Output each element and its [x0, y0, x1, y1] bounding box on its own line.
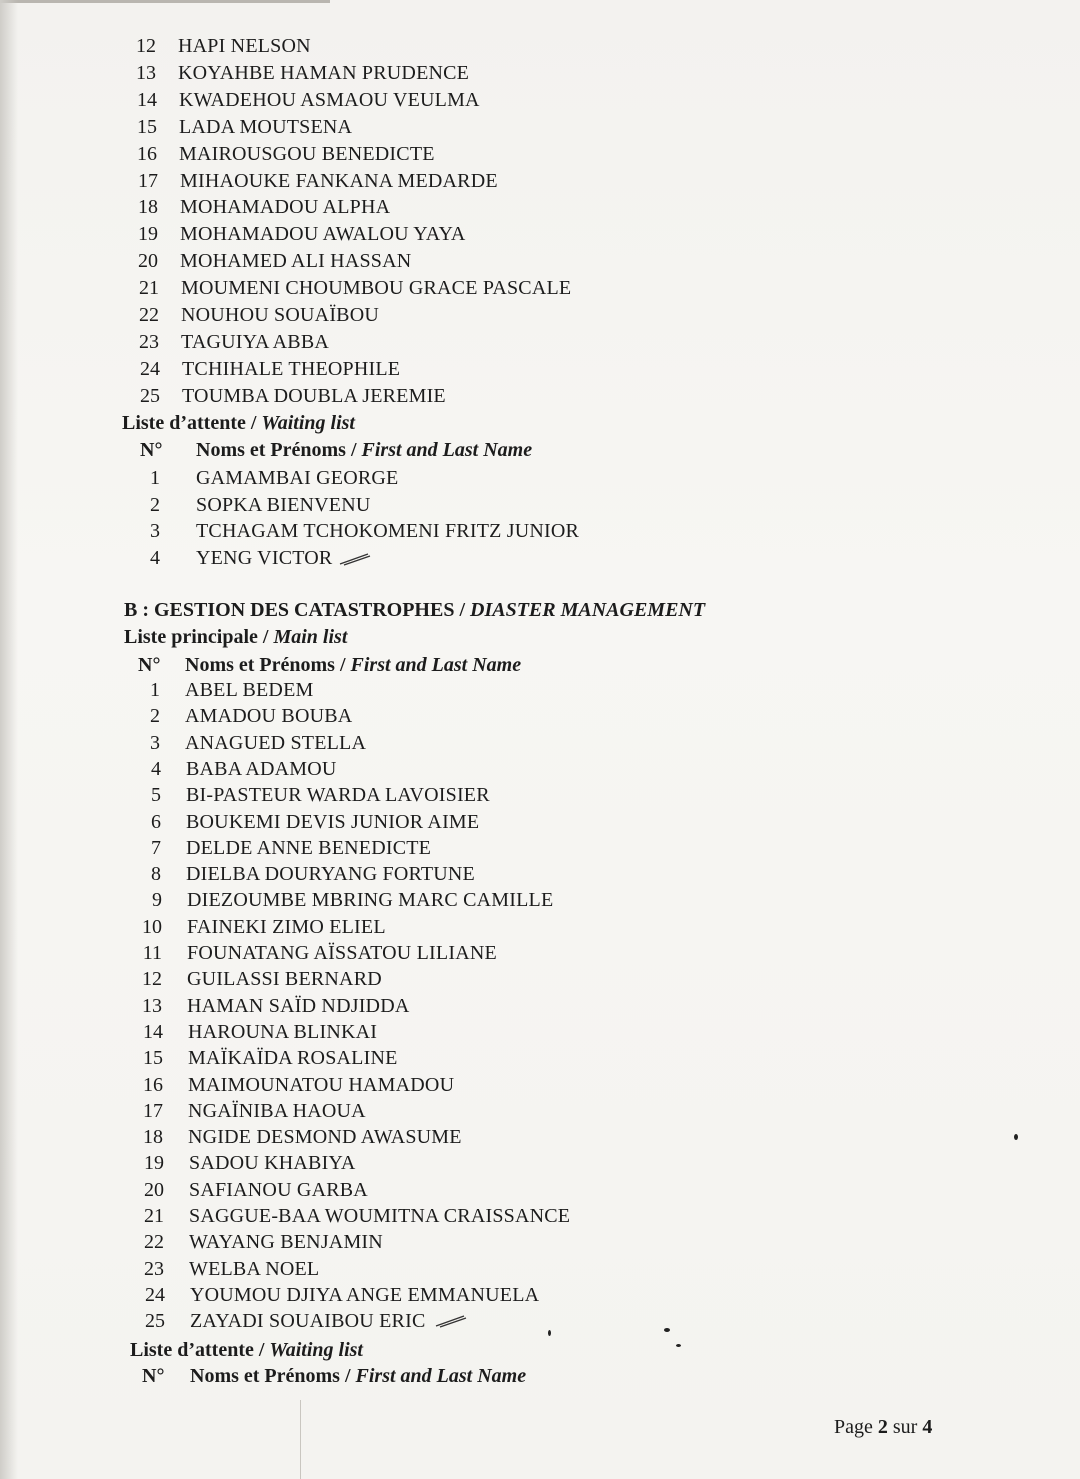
row-number: 25	[140, 384, 160, 407]
row-full-name: MAIMOUNATOU HAMADOU	[188, 1073, 455, 1096]
column-header-number: N°	[140, 439, 163, 461]
column-header-name: Noms et Prénoms / First and Last Name	[190, 1365, 527, 1387]
row-full-name: MAIROUSGOU BENEDICTE	[179, 142, 435, 165]
row-number: 3	[150, 731, 160, 754]
list-row	[137, 1045, 398, 1071]
list-row	[138, 1177, 368, 1203]
row-number: 19	[144, 1152, 164, 1175]
row-number: 10	[142, 915, 162, 938]
row-number: 17	[138, 169, 158, 192]
row-full-name: YOUMOU DJIYA ANGE EMMANUELA	[190, 1283, 540, 1306]
list-row	[140, 465, 398, 491]
row-full-name: GUILASSI BERNARD	[187, 968, 382, 991]
row-number: 12	[142, 968, 162, 991]
list-row	[134, 383, 446, 409]
row-number: 3	[150, 520, 160, 543]
row-full-name: BI-PASTEUR WARDA LAVOISIER	[186, 784, 490, 807]
list-row	[133, 302, 379, 328]
list-row	[133, 329, 329, 355]
list-row	[136, 940, 497, 966]
row-full-name: DIEZOUMBE MBRING MARC CAMILLE	[187, 889, 554, 912]
row-full-name: KOYAHBE HAMAN PRUDENCE	[178, 61, 470, 84]
section-a-waiting-column-headers	[140, 437, 532, 463]
row-full-name: NOUHOU SOUAÏBOU	[181, 304, 379, 326]
list-row	[133, 275, 571, 301]
row-full-name: DELDE ANNE BENEDICTE	[186, 836, 432, 859]
row-number: 9	[152, 889, 162, 912]
list-row	[131, 141, 435, 167]
row-number: 14	[143, 1020, 163, 1043]
row-number: 14	[137, 88, 157, 111]
row-number: 16	[143, 1073, 163, 1096]
row-number: 24	[145, 1283, 165, 1306]
row-number: 1	[150, 679, 160, 701]
row-full-name: MIHAOUKE FANKANA MEDARDE	[180, 169, 498, 192]
row-number: 18	[143, 1126, 163, 1149]
list-row	[131, 87, 480, 113]
row-number: 11	[142, 942, 162, 964]
list-row	[132, 221, 466, 247]
list-row	[137, 1072, 454, 1098]
list-row	[136, 966, 382, 992]
row-number: 5	[151, 784, 161, 807]
row-full-name: AMADOU BOUBA	[185, 705, 353, 728]
row-number: 8	[151, 863, 161, 886]
section-b-title: B : GESTION DES CATASTROPHES / DIASTER MANAGEMENT	[124, 599, 706, 621]
row-number: 4	[151, 757, 161, 780]
row-full-name: TCHIHALE THEOPHILE	[182, 357, 401, 380]
section-b-waiting-column-headers	[142, 1363, 526, 1389]
row-full-name: TAGUIYA ABBA	[181, 330, 330, 353]
list-row	[135, 835, 431, 861]
scan-speck	[676, 1344, 681, 1347]
list-row	[140, 518, 579, 544]
row-number: 17	[143, 1099, 163, 1122]
row-number: 22	[139, 304, 159, 326]
row-full-name: LADA MOUTSENA	[179, 115, 353, 138]
row-full-name: MOHAMADOU ALPHA	[180, 196, 391, 219]
row-full-name: MOHAMED ALI HASSAN	[180, 250, 412, 273]
list-row	[138, 1256, 319, 1282]
row-full-name: SADOU KHABIYA	[189, 1152, 356, 1175]
list-row	[138, 1150, 356, 1176]
row-full-name: NGIDE DESMOND AWASUME	[188, 1126, 462, 1149]
row-number: 21	[144, 1205, 164, 1227]
row-number: 2	[150, 493, 160, 516]
list-row	[131, 114, 352, 140]
row-full-name: ZAYADI SOUAIBOU ERIC	[190, 1310, 426, 1333]
row-number: 13	[136, 61, 156, 84]
list-row	[136, 887, 553, 913]
row-full-name: MOHAMADOU AWALOU YAYA	[180, 223, 466, 246]
scan-speck	[664, 1328, 670, 1332]
list-row	[134, 730, 366, 756]
column-header-name: Noms et Prénoms / First and Last Name	[185, 654, 522, 676]
row-full-name: MOUMENI CHOUMBOU GRACE PASCALE	[181, 277, 572, 300]
list-row	[135, 756, 337, 782]
list-row	[134, 677, 313, 703]
row-full-name: FOUNATANG AÏSSATOU LILIANE	[187, 942, 497, 964]
column-header-number: N°	[142, 1365, 165, 1387]
section-b-main-column-headers	[138, 652, 521, 678]
list-row	[135, 861, 475, 887]
list-row	[138, 1203, 570, 1229]
row-number: 25	[145, 1310, 165, 1333]
column-header-name: Noms et Prénoms / First and Last Name	[196, 439, 533, 461]
row-number: 23	[139, 330, 159, 353]
list-row	[132, 168, 498, 194]
list-row	[132, 248, 411, 274]
row-number: 20	[144, 1178, 164, 1201]
row-full-name: TOUMBA DOUBLA JEREMIE	[182, 384, 446, 407]
scan-speck	[1014, 1134, 1018, 1140]
list-row	[136, 914, 386, 940]
row-number: 15	[143, 1047, 163, 1070]
page-number-footer: Page 2 sur 4	[834, 1416, 933, 1438]
row-full-name: WAYANG BENJAMIN	[189, 1231, 383, 1254]
list-row	[137, 1124, 462, 1150]
column-header-number: N°	[138, 654, 161, 676]
row-full-name: SAGGUE-BAA WOUMITNA CRAISSANCE	[189, 1205, 571, 1227]
list-row	[130, 60, 469, 86]
scan-edge-shadow	[0, 0, 18, 1479]
list-row	[136, 993, 410, 1019]
row-number: 15	[137, 115, 157, 138]
paper-fold-line	[300, 1400, 301, 1479]
row-full-name: KWADEHOU ASMAOU VEULMA	[179, 88, 480, 111]
section-a-waiting-heading: Liste d’attente / Waiting list	[122, 412, 355, 434]
list-row	[140, 492, 370, 518]
list-row	[135, 782, 490, 808]
row-number: 19	[138, 223, 158, 246]
row-full-name: TCHAGAM TCHOKOMENI FRITZ JUNIOR	[196, 520, 580, 543]
row-full-name: GAMAMBAI GEORGE	[196, 467, 399, 489]
row-number: 21	[139, 277, 159, 300]
list-row	[132, 194, 390, 220]
row-number: 2	[150, 705, 160, 728]
row-number: 7	[151, 836, 161, 859]
row-full-name: DIELBA DOURYANG FORTUNE	[186, 863, 475, 886]
row-number: 4	[150, 547, 160, 570]
row-full-name: BABA ADAMOU	[186, 757, 337, 780]
row-full-name: SOPKA BIENVENU	[196, 493, 371, 516]
row-number: 22	[144, 1231, 164, 1254]
row-number: 1	[150, 467, 160, 489]
row-full-name: FAINEKI ZIMO ELIEL	[187, 915, 386, 938]
list-row	[137, 1019, 377, 1045]
list-row	[134, 703, 352, 729]
list-row	[139, 1282, 539, 1308]
row-number: 12	[136, 35, 156, 57]
list-row	[134, 356, 400, 382]
row-full-name: HAROUNA BLINKAI	[188, 1020, 378, 1043]
row-number: 13	[142, 994, 162, 1017]
list-row	[135, 809, 479, 835]
list-row	[140, 545, 332, 571]
row-full-name: WELBA NOEL	[189, 1257, 320, 1280]
row-full-name: HAPI NELSON	[178, 35, 311, 57]
row-full-name: BOUKEMI DEVIS JUNIOR AIME	[186, 810, 480, 833]
list-row	[130, 33, 311, 59]
top-border-line	[0, 0, 330, 3]
section-b-waiting-heading: Liste d’attente / Waiting list	[130, 1339, 363, 1361]
row-number: 24	[140, 357, 160, 380]
row-number: 18	[138, 196, 158, 219]
row-full-name: YENG VICTOR	[196, 547, 333, 570]
row-full-name: NGAÏNIBA HAOUA	[188, 1099, 366, 1122]
row-number: 23	[144, 1257, 164, 1280]
scan-speck	[548, 1330, 551, 1336]
end-of-list-tick-mark	[338, 552, 372, 566]
row-full-name: ANAGUED STELLA	[185, 731, 367, 754]
row-full-name: HAMAN SAÏD NDJIDDA	[187, 994, 410, 1017]
list-row	[137, 1098, 366, 1124]
end-of-list-tick-mark	[434, 1314, 468, 1328]
section-b-main-heading: Liste principale / Main list	[124, 626, 348, 648]
row-number: 16	[137, 142, 157, 165]
row-number: 6	[151, 810, 161, 833]
list-row	[139, 1308, 426, 1334]
row-full-name: ABEL BEDEM	[185, 679, 314, 701]
row-number: 20	[138, 250, 158, 273]
row-full-name: MAÏKAÏDA ROSALINE	[188, 1047, 398, 1070]
row-full-name: SAFIANOU GARBA	[189, 1178, 368, 1201]
list-row	[138, 1229, 383, 1255]
